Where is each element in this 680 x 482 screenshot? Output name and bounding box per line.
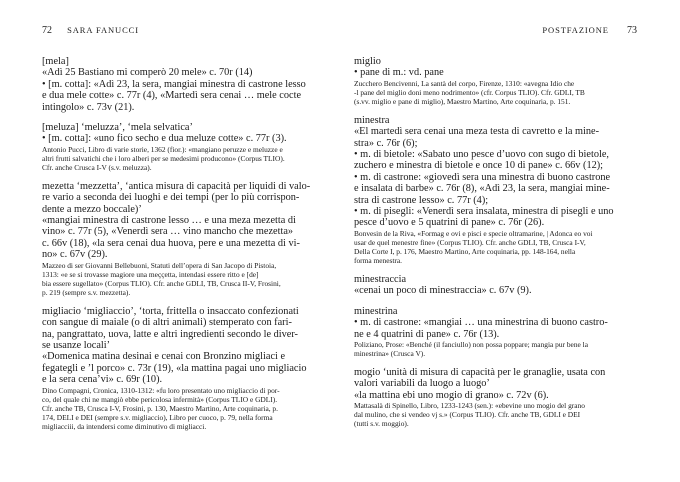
entry-text-line: «cenai un poco di minestraccia» c. 67v (9).: [354, 285, 532, 297]
entry-headword: minestrina: [354, 305, 398, 317]
dictionary-entry: [354, 115, 640, 265]
entry-note-line: forma menestra.: [354, 255, 403, 265]
entry-headword: mezetta ‘mezzetta’, ‘antica misura di capacità per liquidi di valo-: [42, 180, 311, 192]
entry-text-line: vino» c. 77r (5), «Venerdì sera … vino mancho che mezetta»: [42, 226, 294, 238]
entry-text-line: valori variabili da luogo a luogo’: [354, 378, 490, 390]
dictionary-entry: [354, 56, 640, 106]
entry-note-line: co, del quale chi ne mangiò ebbe pericolosa infermità» (Corpus TLIO e GDLI).: [42, 394, 278, 404]
entry-text-line: e la sera cena’vi» c. 69r (10).: [42, 374, 163, 386]
dictionary-entry: [354, 367, 640, 428]
entry-text-line: «Domenica matina desinai e cenai con Bronzino migliaci e: [42, 351, 286, 363]
entry-text-line: con sangue di maiale (o di altri animali) stemperato con fari-: [42, 317, 292, 329]
entry-text-line: • pane di m.: vd. pane: [354, 67, 444, 79]
entry-text-line: stra di castrone lesso» c. 77r (4);: [354, 194, 489, 206]
running-head-left: [42, 25, 139, 36]
entry-text-line: «mangiai minestra di castrone lesso … e una meza mezetta di: [42, 215, 296, 227]
entry-text-line: na, pangrattato, uova, latte e altri ingredienti secondo le diver-: [42, 328, 298, 340]
page-number-left: 72: [42, 25, 52, 36]
running-head-right: [542, 25, 637, 36]
entry-note-line: -l pane del miglio doni meno nodrimento» (cfr. Corpus TLIO). Cfr. GDLI, TB: [354, 87, 585, 97]
entry-text-line: • m. di castrone: «mangiai … una minestrina di buono castro-: [354, 317, 608, 329]
entry-note-line: altri frutti salvatichi che i loro alberi per se medesimi producono» (Corpus TLIO).: [42, 153, 285, 163]
dictionary-entry: [42, 306, 325, 431]
entry-note-line: Mattasalà di Spinello, Libro, 1233-1243 (sen.): «ebevine uno mogio del grano: [354, 401, 585, 411]
entry-note-line: usar de quel menestre fine» (Corpus TLIO). Cfr. anche GDLI, TB, Crusca I-V,: [354, 237, 586, 247]
dictionary-entry: [354, 274, 640, 297]
entry-text-line: se usanze locali’: [42, 339, 111, 351]
entry-note-line: migliacciii, da intendersi come diminutivo di migliacci.: [42, 421, 207, 431]
entry-note-line: Cfr. anche Crusca I-V (s.v. meluzza).: [42, 162, 152, 172]
right-page-body: [354, 56, 640, 437]
entry-note-line: dal mulino, che si vendeo vj s.» (Corpus TLIO). Cfr. anche TB, GDLI e DEI: [354, 410, 581, 420]
dictionary-entry: [42, 122, 325, 172]
entry-note-line: Mazzeo di ser Giovanni Bellebuoni, Statuti dell’opera di San Jacopo di Pistoia,: [42, 260, 277, 270]
entry-text-line: • [m. cotta]: «uno fico secho e dua meluze cotte» c. 77r (3).: [42, 133, 287, 145]
entry-text-line: «la mattina ebi uno mogio di grano» c. 72v (6).: [354, 389, 549, 401]
entry-text-line: e insalata di barbe» c. 76r (8), «Adì 23, la sera, mangiai mine-: [354, 183, 610, 195]
running-head-author: SARA FANUCCI: [67, 25, 139, 35]
dictionary-entry: [354, 306, 640, 358]
entry-note-line: Dino Compagni, Cronica, 1310-1312: «fu loro presentato uno migliaccio di por-: [42, 385, 280, 395]
entry-note-line: 1313: «e se si trovasse magiore una meççetta, intendasi essere ritto e [de]: [42, 269, 259, 279]
entry-headword: miglio: [354, 56, 381, 67]
entry-text-line: «Adì 25 Bastiano mi comperò 20 mele» c. 70r (14): [42, 67, 253, 79]
entry-headword: mogio ‘unità di misura di capacità per le granaglie, usata con: [354, 366, 606, 378]
entry-text-line: stra» c. 76r (6);: [354, 137, 418, 149]
entry-headword: minestra: [354, 114, 390, 126]
dictionary-entry: [42, 181, 325, 297]
page-number-right: 73: [627, 25, 637, 36]
entry-text-line: • m. di castrone: «giovedì sera una minestra di buono castrone: [354, 171, 611, 183]
entry-text-line: re vario a seconda dei luoghi e dei tempi (per lo più corrispon-: [42, 192, 300, 204]
entry-text-line: zuchero e minestra di bietole e once 10 di pane» c. 66v (12);: [354, 160, 604, 172]
left-page-body: [42, 56, 325, 440]
entry-text-line: c. 66v (18), «la sera cenai dua huova, pere e una mezetta di vi-: [42, 237, 300, 249]
entry-note-line: Cfr. anche TB, Crusca I-V, Frosini, p. 130, Maestro Martino, Arte coquinaria, p.: [42, 403, 278, 413]
entry-note-line: Della Corte I, p. 176, Maestro Martino, Arte coquinaria, pp. 148-164, nella: [354, 246, 576, 256]
entry-note-line: (s.vv. miglio e pane di miglio), Maestro Martino, Arte coquinaria, p. 151.: [354, 96, 571, 106]
entry-text-line: dente a mezzo boccale)’: [42, 203, 142, 215]
entry-text-line: ne e 4 quatrini di pane» c. 76r (13).: [354, 328, 500, 340]
entry-text-line: fegategli e ’l porco» c. 73r (19), «la mattina pagai uno migliacio: [42, 362, 307, 374]
entry-text-line: pesce d’uovo e 5 quatrini di pane» c. 76r (26).: [354, 217, 545, 229]
entry-headword: [mela]: [42, 56, 69, 67]
entry-text-line: e dua mele cotte» c. 77r (4), «Martedì sera cenai … mele cocte: [42, 90, 302, 102]
entry-text-line: intingolo» c. 73v (21).: [42, 101, 135, 113]
entry-text-line: • [m. cotta]: «Adì 23, la sera, mangiai minestra di castrone lesso: [42, 78, 306, 90]
entry-headword: minestraccia: [354, 273, 407, 285]
entry-note-line: Bonvesin de la Riva, «Formag e ovi e pisci e specie oltramarine, | Adonca eo voi: [354, 228, 593, 238]
entry-note-line: Zucchero Bencivenni, La santà del corpo, Firenze, 1310: «avegna Idio che: [354, 78, 575, 88]
entry-note-line: 174, DELI e DEI (sempre s.v. migliaccio), Libro per cuoco, p. 79, nella forma: [42, 412, 273, 422]
entry-note-line: bia essere sugellato» (Corpus TLIO). Cfr. anche GDLI, TB, Crusca II-V, Frosini,: [42, 278, 281, 288]
entry-text-line: • m. di pisegli: «Venerdì sera insalata, minestra di pisegli e uno: [354, 206, 614, 218]
entry-headword: [meluza] ‘meluzza’, ‘mela selvatica’: [42, 122, 193, 134]
entry-text-line: «El martedì sera cenai una meza testa di cavretto e la mine-: [354, 126, 600, 138]
entry-note-line: (tutti s.v. moggio).: [354, 419, 409, 429]
dictionary-entry: [42, 56, 325, 113]
entry-note-line: Poliziano, Prose: «Benché (il fanciullo) non possa poppare; mangia pur bene la: [354, 339, 588, 349]
entry-headword: migliacio ‘migliaccio’, ‘torta, frittella o insaccato confezionati: [42, 305, 299, 317]
entry-note-line: minestrina» (Crusca V).: [354, 348, 426, 358]
running-head-section: POSTFAZIONE: [542, 25, 609, 35]
entry-text-line: • m. di bietole: «Sabato uno pesce d’uovo con sugo di bietole,: [354, 149, 609, 161]
entry-note-line: Antonio Pucci, Libro di varie storie, 1362 (fior.): «mangiano peruzze e meluzze e: [42, 144, 283, 154]
entry-note-line: p. 219 (sempre s.v. mezzetta).: [42, 287, 131, 297]
entry-text-line: no» c. 67v (29).: [42, 249, 108, 261]
